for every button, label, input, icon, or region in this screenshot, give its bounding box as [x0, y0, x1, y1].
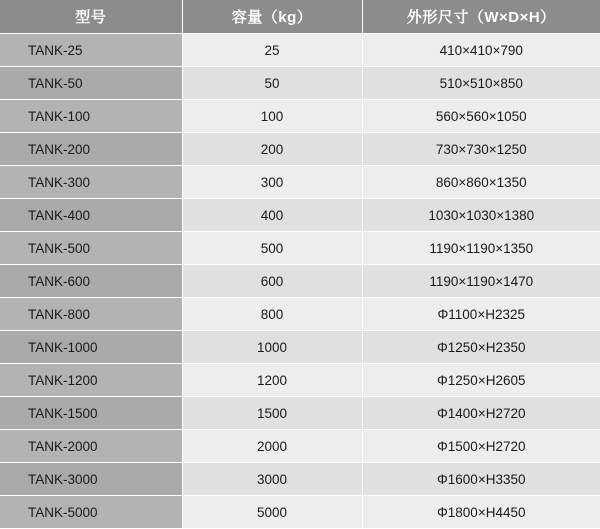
cell-model: TANK-300: [0, 166, 182, 199]
cell-dimension: 860×860×1350: [362, 166, 600, 199]
cell-capacity: 1000: [182, 331, 362, 364]
table-row: [0, 463, 600, 496]
cell-dimension: Φ1500×H2720: [362, 430, 600, 463]
cell-capacity: 600: [182, 265, 362, 298]
cell-model: TANK-1000: [0, 331, 182, 364]
cell-capacity: 500: [182, 232, 362, 265]
cell-model: TANK-400: [0, 199, 182, 232]
cell-dimension: Φ1250×H2605: [362, 364, 600, 397]
cell-dimension: Φ1100×H2325: [362, 298, 600, 331]
cell-dimension: 560×560×1050: [362, 100, 600, 133]
table-row: [0, 298, 600, 331]
cell-model: TANK-1200: [0, 364, 182, 397]
table-body: [0, 34, 600, 529]
cell-dimension: 730×730×1250: [362, 133, 600, 166]
cell-dimension: Φ1800×H4450: [362, 496, 600, 529]
cell-model: TANK-25: [0, 34, 182, 67]
table-header: [0, 0, 600, 34]
cell-model: TANK-100: [0, 100, 182, 133]
cell-dimension: Φ1400×H2720: [362, 397, 600, 430]
table-row: [0, 430, 600, 463]
cell-capacity: 800: [182, 298, 362, 331]
cell-capacity: 400: [182, 199, 362, 232]
table-row: [0, 100, 600, 133]
cell-dimension: Φ1600×H3350: [362, 463, 600, 496]
cell-dimension: 1030×1030×1380: [362, 199, 600, 232]
cell-model: TANK-50: [0, 67, 182, 100]
cell-capacity: 1200: [182, 364, 362, 397]
table-row: [0, 34, 600, 67]
column-header-capacity: 容量（kg）: [182, 0, 362, 34]
table-row: [0, 265, 600, 298]
table-row: [0, 397, 600, 430]
table-row: [0, 133, 600, 166]
cell-capacity: 25: [182, 34, 362, 67]
cell-model: TANK-500: [0, 232, 182, 265]
cell-dimension: 1190×1190×1470: [362, 265, 600, 298]
table-header-row: [0, 0, 600, 34]
cell-dimension: 510×510×850: [362, 67, 600, 100]
cell-capacity: 50: [182, 67, 362, 100]
column-header-dimension: 外形尺寸（W×D×H）: [362, 0, 600, 34]
cell-capacity: 3000: [182, 463, 362, 496]
table-row: [0, 232, 600, 265]
cell-model: TANK-5000: [0, 496, 182, 529]
cell-dimension: 410×410×790: [362, 34, 600, 67]
cell-capacity: 300: [182, 166, 362, 199]
table-row: [0, 199, 600, 232]
cell-capacity: 200: [182, 133, 362, 166]
table-row: [0, 67, 600, 100]
column-header-model: 型号: [0, 0, 182, 34]
table-row: [0, 364, 600, 397]
table-row: [0, 331, 600, 364]
cell-model: TANK-800: [0, 298, 182, 331]
table-row: [0, 496, 600, 529]
cell-dimension: Φ1250×H2350: [362, 331, 600, 364]
cell-model: TANK-600: [0, 265, 182, 298]
cell-capacity: 2000: [182, 430, 362, 463]
cell-capacity: 1500: [182, 397, 362, 430]
cell-dimension: 1190×1190×1350: [362, 232, 600, 265]
cell-model: TANK-3000: [0, 463, 182, 496]
cell-capacity: 100: [182, 100, 362, 133]
table-row: [0, 166, 600, 199]
cell-model: TANK-200: [0, 133, 182, 166]
cell-model: TANK-2000: [0, 430, 182, 463]
cell-capacity: 5000: [182, 496, 362, 529]
cell-model: TANK-1500: [0, 397, 182, 430]
